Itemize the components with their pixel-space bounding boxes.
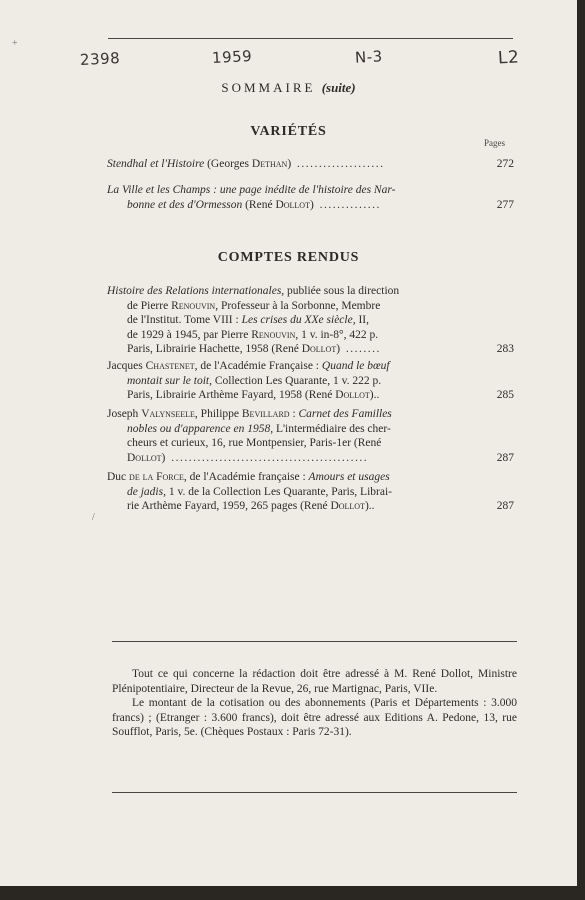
author-name: Dollot [127, 451, 162, 464]
footer-paragraph-redaction: Tout ce qui concerne la rédaction doit être adressé à M. René Dollot, Ministre Plénipotentiaire, Directeur de la Revue, 26, rue Martignac, Paris, VIIe. [112, 668, 517, 695]
author-name: Valynseele [141, 408, 195, 420]
toc-entry-line [107, 451, 514, 466]
page-number: 272 [496, 158, 514, 170]
title-text: de jadis, [127, 485, 166, 498]
suite-label: (suite) [321, 80, 356, 95]
title-text: montait sur le toit, [127, 374, 212, 387]
toc-entry [107, 470, 514, 514]
author-name: Bevillard [241, 408, 290, 420]
toc-entry-line [107, 198, 514, 213]
footer-paragraph-cotisation: Le montant de la cotisation ou des abonnements (Paris et Départements : 3.000 francs) ; (Etranger : 3.600 francs), doit être adressé aux Editions A. Pedone, 13, rue Soufflot, Paris, 5e. (Chèques Postaux : Paris 72-31). [112, 697, 517, 738]
title-text: bonne et des d'Ormesson [127, 198, 243, 211]
toc-entry-line [107, 388, 514, 403]
entry-text: : [289, 408, 299, 420]
pages-column-label: Pages [484, 138, 505, 148]
title-text: Carnet des Familles [298, 408, 392, 420]
entry-text: ) .................... [287, 158, 385, 170]
author-name: Renouvin [251, 328, 296, 341]
page-number: 283 [496, 343, 514, 355]
entry-text: ).. [369, 389, 380, 401]
author-name: Chastenet [145, 360, 195, 372]
toc-entry-line [107, 422, 507, 437]
title-text: Histoire des Relations internationales, [107, 285, 285, 297]
title-text: nobles ou d'apparence en 1958, [127, 422, 274, 435]
entry-text: , de l'Académie française : [183, 471, 309, 483]
page-number: 287 [496, 500, 514, 512]
toc-entry [107, 157, 514, 172]
author-name: Dollot [330, 500, 365, 512]
toc-entry-line [107, 374, 507, 389]
toc-entry-line [107, 436, 507, 451]
entry-text: ) ........ [336, 343, 381, 355]
toc-entry-line [107, 299, 507, 314]
toc-entry-line [107, 499, 514, 514]
page-number: 285 [496, 389, 514, 401]
author-name: Dollot [301, 343, 337, 355]
toc-entry-line [107, 485, 507, 500]
entry-text: ) .............. [309, 198, 381, 211]
entry-text: de Pierre [127, 299, 172, 312]
entry-text: (René [242, 198, 276, 211]
margin-mark: + [12, 38, 18, 49]
page-number: 277 [496, 198, 514, 211]
toc-entry [107, 183, 514, 212]
entry-text: cheurs et curieux, 16, rue Montpensier, Paris-1er (René [127, 437, 382, 449]
handwritten-right: L2 [497, 47, 520, 69]
page-number: 287 [496, 451, 514, 464]
bottom-rule [112, 792, 517, 793]
entry-text: Paris, Librairie Arthème Fayard, 1958 (René [127, 389, 336, 401]
entry-text: , Philippe [194, 408, 242, 420]
toc-entry-line [107, 470, 507, 485]
entry-text: Duc [107, 471, 130, 483]
author-name: Dethan [251, 158, 288, 170]
author-name: Renouvin [171, 299, 216, 312]
entry-text: rie Arthème Fayard, 1959, 265 pages (René [127, 500, 331, 512]
toc-entry-line [107, 342, 514, 357]
toc-entry-line [107, 359, 507, 374]
entry-text: II, [355, 314, 369, 326]
entry-text: de 1929 à 1945, par Pierre [127, 328, 252, 341]
middle-rule [112, 641, 517, 642]
entry-text: ).. [364, 500, 375, 512]
toc-entry [107, 284, 514, 357]
author-name: Dollot [275, 198, 310, 211]
handwritten-year: 1959 [211, 46, 253, 68]
top-rule [108, 38, 513, 39]
toc-entry [107, 359, 514, 403]
sommaire-label: SOMMAIRE [221, 80, 316, 95]
entry-text: Joseph [107, 408, 142, 420]
title-text: Les crises du XXe siècle, [241, 314, 356, 326]
entry-text: 1 v. de la Collection Les Quarante, Paris, Librai- [165, 485, 392, 498]
section-title-comptes-rendus: COMPTES RENDUS [217, 250, 360, 265]
toc-entry-line [107, 157, 514, 172]
toc-entry-line [107, 328, 507, 343]
title-text: La Ville et les Champs : une page inédite de l'histoire des Nar- [107, 184, 396, 196]
handwritten-code: N-3 [354, 47, 384, 67]
toc-entry-line [107, 284, 507, 299]
entry-text: publiée sous la direction [284, 285, 400, 297]
entry-text: ) ............................................. [161, 451, 369, 464]
entry-text: de l'Institut. Tome VIII : [127, 314, 242, 326]
handwritten-number: 2398 [79, 48, 121, 70]
author-name: de la Force [129, 471, 184, 483]
toc-entry-line [107, 183, 507, 198]
author-name: Dollot [335, 389, 370, 401]
entry-text: , de l'Académie Française : [194, 360, 322, 372]
footer-notice [112, 667, 517, 740]
entry-text: Jacques [107, 360, 146, 372]
section-title-varietes: VARIÉTÉS [250, 124, 327, 139]
toc-entry-line [107, 313, 507, 328]
title-text: Quand le bœuf [321, 360, 390, 372]
entry-text: Paris, Librairie Hachette, 1958 (René [127, 343, 302, 355]
title-text: Stendhal et l'Histoire [107, 158, 205, 170]
entry-text: Collection Les Quarante, 1 v. 222 p. [211, 374, 382, 387]
toc-entry [107, 407, 514, 465]
page-title [0, 80, 577, 96]
entry-text: L'intermédiaire des cher- [273, 422, 391, 435]
margin-mark: / [92, 512, 95, 523]
toc-entry-line [107, 407, 507, 422]
entry-text: , 1 v. in-8°, 422 p. [295, 328, 379, 341]
entry-text: (Georges [204, 158, 252, 170]
entry-text: , Professeur à la Sorbonne, Membre [215, 299, 381, 312]
title-text: Amours et usages [308, 471, 390, 483]
